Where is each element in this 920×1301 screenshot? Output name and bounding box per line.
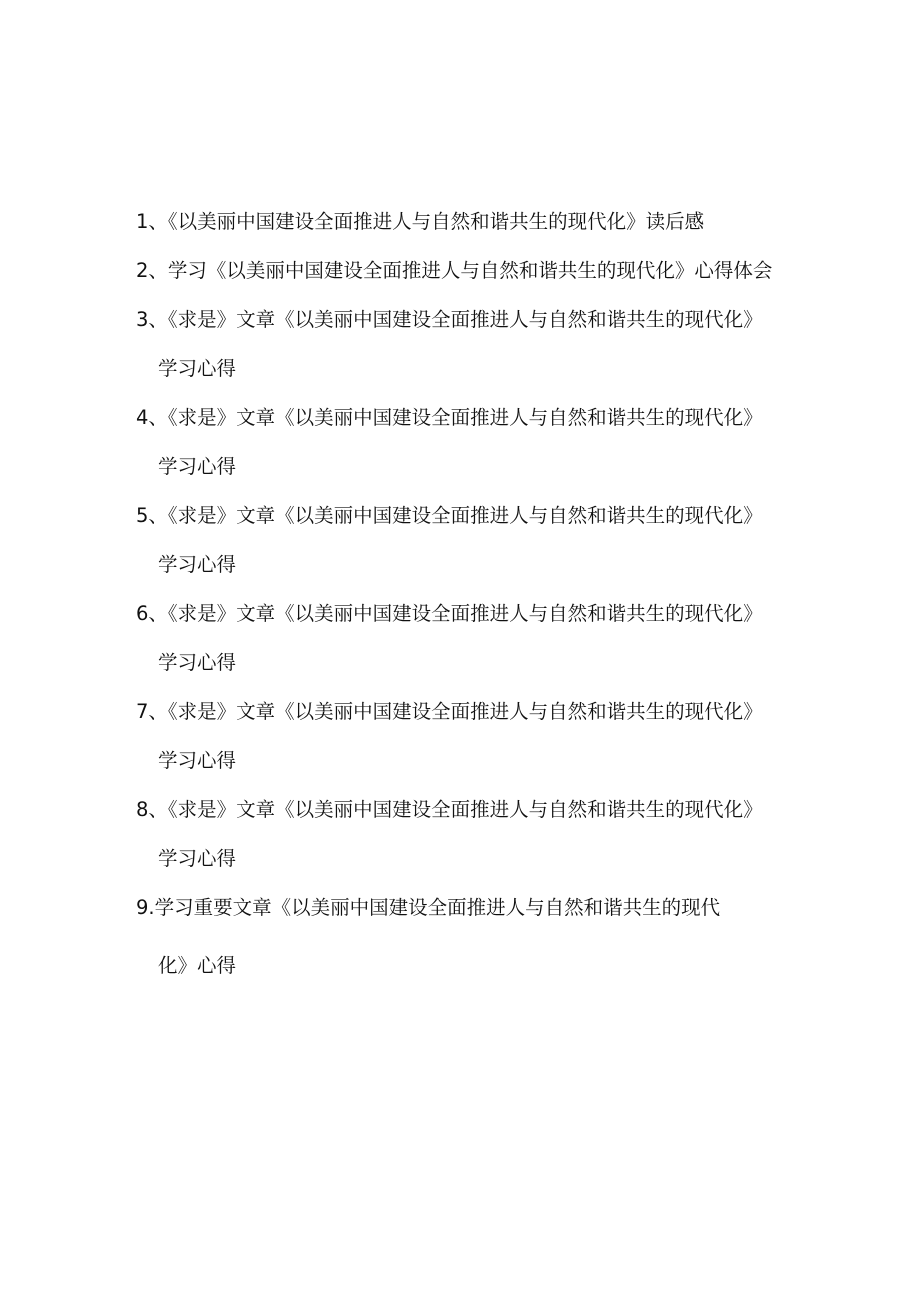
toc-entry-line: 4、《求是》文章《以美丽中国建设全面推进人与自然和谐共生的现代化》 [136, 406, 763, 429]
toc-entry-line: 2、学习《以美丽中国建设全面推进人与自然和谐共生的现代化》心得体会 [136, 259, 773, 282]
toc-entry-continuation: 学习心得 [158, 455, 237, 478]
toc-entry-continuation: 学习心得 [158, 651, 237, 674]
toc-entry-continuation: 学习心得 [158, 749, 237, 772]
table-of-contents [136, 210, 816, 978]
toc-entry-7 [136, 700, 816, 773]
toc-entry-5 [136, 504, 816, 577]
toc-entry-line: 9.学习重要文章《以美丽中国建设全面推进人与自然和谐共生的现代 [136, 896, 721, 919]
toc-entry-continuation: 学习心得 [158, 357, 237, 380]
toc-entry-line: 1、《以美丽中国建设全面推进人与自然和谐共生的现代化》读后感 [136, 210, 705, 233]
toc-entry-9 [136, 896, 816, 978]
toc-entry-continuation: 学习心得 [158, 553, 237, 576]
toc-entry-line: 8、《求是》文章《以美丽中国建设全面推进人与自然和谐共生的现代化》 [136, 798, 763, 821]
toc-entry-8 [136, 798, 816, 871]
toc-entry-line: 6、《求是》文章《以美丽中国建设全面推进人与自然和谐共生的现代化》 [136, 602, 763, 625]
toc-entry-continuation: 学习心得 [158, 847, 237, 870]
toc-entry-3 [136, 308, 816, 381]
toc-entry-6 [136, 602, 816, 675]
toc-entry-4 [136, 406, 816, 479]
toc-entry-1 [136, 210, 816, 234]
toc-entry-continuation: 化》心得 [158, 954, 237, 977]
toc-entry-2 [136, 259, 816, 283]
toc-entry-line: 3、《求是》文章《以美丽中国建设全面推进人与自然和谐共生的现代化》 [136, 308, 763, 331]
toc-entry-line: 5、《求是》文章《以美丽中国建设全面推进人与自然和谐共生的现代化》 [136, 504, 763, 527]
toc-entry-line: 7、《求是》文章《以美丽中国建设全面推进人与自然和谐共生的现代化》 [136, 700, 763, 723]
